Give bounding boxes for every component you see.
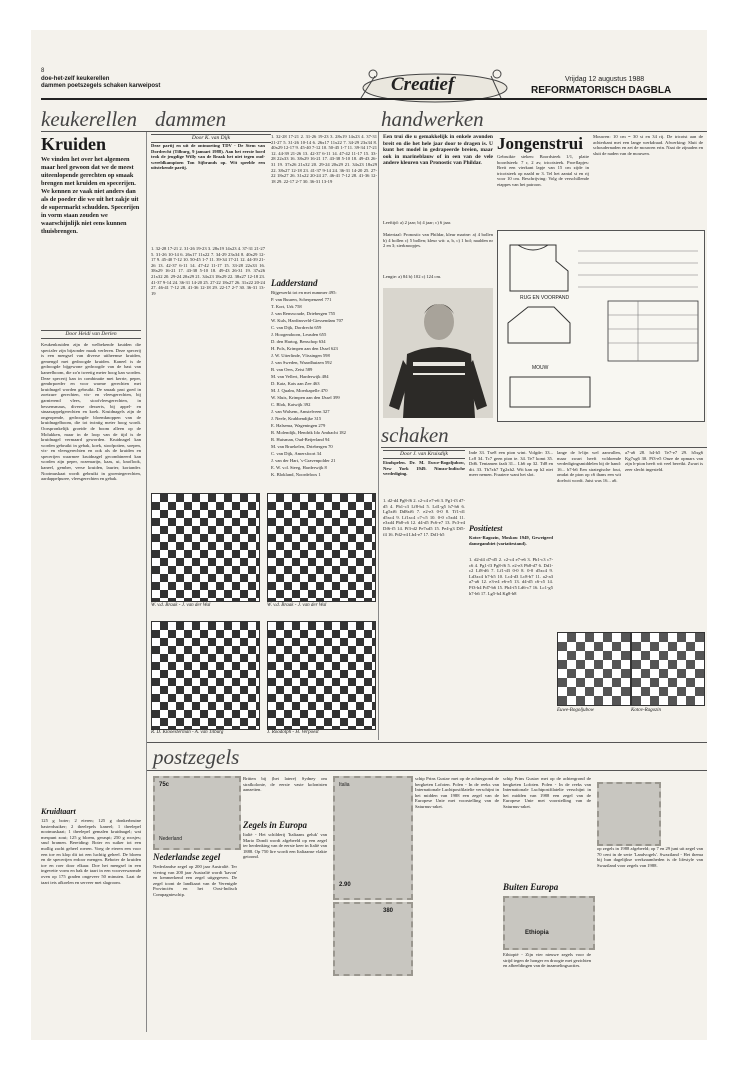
schaken-moves-2: Inde 33. Txe8 een pion wint. Volgde: 33... Lc8 34. Tc7 geen pion te. 34. Te7 komt 35. Dd6. Tentamen faalt 31... Lb6 op 32. Td8 en dit. 33. Tb7xb7 Tg2xh2. Wit kan op h2 niet meer nemen. Fraaiere want het slot. [469, 450, 553, 478]
kruiden-title: Kruiden [41, 134, 107, 154]
newspaper-name: REFORMATORISCH DAGBLA [531, 85, 672, 96]
ladder-entry: J. van Walsem, Amstelveen 327 [271, 409, 330, 414]
stamp-value-2: 2.90 [339, 882, 351, 888]
diagram-caption-4: J. Roodolph - H. Verpoest [267, 730, 319, 735]
ladder-entry: J. Neele, Krabbendijke 315 [271, 416, 322, 421]
dammen-moves: 1. 32-28 17-21 2. 31-26 19-23 3. 28x19 14x23 4. 37-31 21-27 5. 31-26 10-14 6. 26x17 11x22 7. 34-29 23x34 8. 40x29 12-17 9. 45-40 7-12 10. 50-45 1-7 11. 39-34 17-21 12. 44-39 21-26 13. 42-37 6-11 14. 47-42 11-17 15. 33-28 22x33 16. 38x29 16-21 17. 43-38 5-10 18. 49-43 26-31 19. 37x26 21x32 20. 29-24 20x29 21. 34x23 18x29 22. 38x27 12-18 23. 41-37 9-14 24. 36-31 14-20 25. 27-22 18x27 26. 31x22 20-24 27. 46-41 7-12 28. 41-36 12-18 29. 22-17 2-7 30. 36-31 13-19 [151, 246, 265, 296]
ladder-entry: T. Kort, Urk 758 [271, 304, 302, 309]
chess-diagram-2 [631, 632, 705, 706]
schaken-byline: Door J. van Kruisdijk [383, 450, 465, 459]
kruiden-byline: Door Heidi van Derlen [41, 330, 141, 339]
ladder-entry: J. Hoogendoorn, Leusden 655 [271, 332, 327, 337]
schaken-moves-1: 1. d2-d4 Pg8-f6 2. c2-c4 e7-e6 3. Pg1-f3 d7-d5 4. Pb1-c3 Lf8-b4 5. Ld1-g5 h7-h6 6. Lg5xf6 Dd8xf6 7. e2-e3 0-0 8. Tf1-d1 d5xc4 9. Lf1xc4 c7-c5 10. 0-0 c5xd4 11. e3xd4 Pb8-c6 12. d4-d5 Pc6-e7 13. Pc3-e4 Df6-f5 14. Pf3-d2 Pe7xd5 15. Pe4-g3 Df5-f4 16. Pd2-e4 Lb4-e7 17. Dd1-h5 [383, 498, 465, 537]
stamp-italia [333, 776, 413, 900]
diagram-caption-1: W. v.d. Braak - J. van der Wal [151, 603, 211, 608]
section-postzegels: postzegels [153, 745, 240, 769]
dammen-byline: Door K. van Dijk [151, 134, 271, 143]
ladder-entry: B. van Oers, Zeist 589 [271, 367, 313, 372]
ladder-entry: C. van Dijk, Dordrecht 659 [271, 325, 322, 330]
draughts-diagram-2 [267, 493, 376, 602]
positietest-lead: Kotov-Ragozin, Moskou 1949, Geweigerd damegambiet (variatiestand). [469, 535, 553, 546]
ladder-entry: W. Kuls, Hardinxveld-Giessendam 707 [271, 318, 344, 323]
newspaper-page [31, 30, 707, 1040]
page-number: 8 [41, 68, 45, 74]
kruiden-lead: We vinden het over het algemeen maar heel gewoon dat we de meest uiteenlopende gerechten op smaak brengen met kruiden en specerijen. We kennen ze vaak niet anders dan als de poeder die we uit het zakje uit de supermarkt schudden. Specerijen in vorm staan zouden we waarschijnlijk niet eens kunnen thuisbrengen. [41, 156, 140, 235]
stamp-value-1: 75c [159, 782, 170, 788]
nederlandse-zegel-title: Nederlandse zegel [153, 852, 221, 862]
boy-sweater-photo [383, 288, 493, 418]
ladder-entry: J. van der Hart, 's-Gravenpolder 21 [271, 458, 336, 463]
trui-intro: Een trui die u gemakkelijk in enkele avonden breit en die het hele jaar door te dragen is. U kunt het model in gedrapeerde breien, maar ook in marineblauw of in een van de vele andere kleuren van Pronostic van Phildar. [383, 134, 493, 167]
schaken-moves-3: lange de h-lijn wel aanvallen, maar zwart heeft voldoende verdedigingsmiddelen bij de hand: 16... b7-b6 Een strategische fout, omdat de pion op c6 thans een wit doelwit wordt. Juist was 16... a6. [557, 450, 621, 483]
stamp-value-3: 380 [383, 908, 394, 914]
column-divider [146, 132, 147, 1032]
postzegels-rule [147, 770, 707, 771]
ladder-title: Ladderstand [271, 278, 318, 288]
buiten-europa-title: Buiten Europa [503, 882, 559, 892]
section-keukerellen: keukerellen [41, 107, 137, 131]
ladder-entry: W. Sluis, Krimpen aan den IJssel 399 [271, 395, 340, 400]
postzegels-col1: Nederlandse zegel op 200 jaar Australië. Ter viering van 200 jaar Australië wordt 'kavon' en kenmerkend een zegel uitgegeven. De zegel toont de landkaart van de Verenigde Provinciën en het Oost-Indisch Compagnieschip. [153, 864, 237, 897]
stamp-nederland [153, 776, 241, 850]
stamp-country-1: Nederland [159, 836, 183, 842]
postzegels-rule-top [147, 742, 707, 743]
diagram-caption-3: R. D. Klooesterman - A. van Tilburg [151, 730, 224, 735]
schema-label-body: RUG EN VOORPAND [520, 295, 570, 301]
creatief-logo [351, 66, 519, 106]
ladder-entry: D. den Hartog, Benschop 634 [271, 339, 326, 344]
schaken-moves-4: a7-a6 28. h4-h5 Te7-e7 29. h5xg6 Kg7xg6 30. Pf3-e5 Onze de opmars van zijn h-pion heeft wit veel bereikt. Zwart is zeer slecht ingesteld. [625, 450, 703, 472]
ladder-entry: H. Pols, Krimpen aan den IJssel 623 [271, 346, 338, 351]
ladder-entry: E. W. v.d. Steeg, Harderwijk 8 [271, 465, 327, 470]
postzegels-col3b: Ethiopië - Zijn vier nieuwe zegels voor de strijd tegen de honger en droogte met gezichten en afbeeldingen van de inzamelingsacties. [503, 952, 591, 969]
ladder-entry: J. van Renswoude, Driebergen 755 [271, 311, 336, 316]
section-dammen: dammen [155, 107, 227, 131]
ladder-entry: M. van Bruekelen, Driebergen 70 [271, 444, 333, 449]
kruidtaart-title: Kruidtaart [41, 807, 76, 816]
section-rule [41, 131, 707, 132]
ladder-entry: C. van Dijk, Amersfoort 34 [271, 451, 322, 456]
draughts-diagram-1 [151, 493, 260, 602]
stamp-bird [597, 782, 661, 846]
stamp-country-3: Ethiopia [525, 930, 549, 936]
logo-text: Creatief [391, 74, 455, 95]
positietest-moves: 1. d2-d4 d7-d5 2. c2-c4 e7-e6 3. Pb1-c3 c7-c6 4. Pg1-f3 Pg8-f6 5. e2-e3 Pb8-d7 6. Dd1-c2 Lf8-d6 7. Lf1-d3 0-0 8. 0-0 d5xc4 9. Ld3xc4 b7-b5 10. Lc4-d3 Lc8-b7 11. a2-a3 a7-a6 12. e3-e4 e6-e5 13. d4-d5 c6-c5 14. Pf3-h4 Pd7-b6 15. Ph4-f5 Ld6-c7 16. Lc1-g5 h7-h6 17. Lg5-h4 Kg8-h8 [469, 557, 553, 596]
kruiden-body: Keukenkruiden zijn de welbekende kruiden die specialer zijn bijzonder maak verleren. Deze specerij is een mengsel van diverse uitheemse kruiden, gemengd met gedroogde kruiden. Kaneel is de gedroogde bijgewone gedroogde van de bast van kaneelboom, die zo'n tweetig meter hoog kan worden. Deze specerij kan in combinatie met kerrie, peper, gembrpoeder en voor warme gerechten met kruidnagel worden gebruikt. De smaak past goed in zoetzure gerechten, vis- en vleesgerechten, bij garnierend vlees, stoofvleesgerechten, in bessensmaus, diverse desserts, bij appel- en sinaasappelgerechten en koek. Kruidnagels zijn de ongeopende, gedroogde bloemknoppen van de kruidnagelboom, die tot twintig meter hoog wordt. Oorspronkelijk groeide de boom alleen op de Molukken, maar in de loop van de tijd is de kruidnagel vermaard geworden. Kruidnagel kan worden gebruikt in gebak, koek, stoofpotten, soepen, vis- en vleesgerechten en ook als de kruiden en specerijen waarmee kruidnagel gecombineerd kan worden zijn peper, rozemarijn, kaas, ui, knoflook, kaneel, gember, verse kruiden, laurier, koriander. Nootmuskaat wordt gebruikt in groentegerechten, aardappelpuree, vleesgerechten en gebak. [41, 342, 141, 482]
ladder-entry: R. Huisman, Oud-Beijerland 94 [271, 437, 330, 442]
ladder-entry: M. van Vellert, Harderwijk 484 [271, 374, 329, 379]
postzegels-col3: schip Prins Gustav met op de achtergrond de bergketen Lofoten. Polen - In de reeks van Internationale Luchtpostfilatelie verschijnt in het midden van 1988 een zegel van de Europese Unie met voorstelling van de Saturnus-raket. [415, 776, 499, 809]
schaken-lead: Eindspelen. Dr. M. Euwe-Bogoljubow, New York 1949. Nimzo-Indische verdediging. [383, 460, 465, 477]
stamp-rocket [333, 902, 413, 976]
ladder-lead: Bijgewerkt tot en met nummer 495: [271, 290, 337, 295]
header-line-1: doe-het-zelf keukerellen [41, 76, 110, 82]
stamp-country-2: Italia [339, 782, 350, 788]
column-divider [378, 132, 379, 740]
chess-caption-1: Euwe-Bogoljubow [557, 708, 594, 713]
ladder-entry: E. Halsema, Wageningen 279 [271, 423, 326, 428]
trui-materiaal: Materiaal: Pronostic van Phildar, kleur marine: a) 4 bollen b) 4 bollen c) 5 bollen; kleur wit: a, b, c) 1 bol; naalden nr 2 en 3; sierknoopjes. [383, 232, 493, 249]
positietest-title: Positietest [469, 524, 503, 533]
kruidtaart-recipe: 125 g boter; 2 eieren; 125 g donkerbruine basterdsuiker; 2 theelepels kaneel; 1 theelepel nootmuskaat; 1 theelepel gemalen kruidnagel; wat mespunt zout; 125 g bloem, geraspt; 250 g roosjes; snuf bramen. Bereiding: Boter en suiker tot een mollig zacht geheel roeren. Voeg de eieren een voor een toe en klop dit tot een luchtig geheel. De bloem en de specerijen erdoor mengen. Beboter de kruiden toe en roer door elkaar. Doe het mengsel in een ingevette vorm en bak de taart in een voorverwarmde oven op 175 graden ongeveer 50 minuten. Laat de taart iets afkoelen en serveer met slagroom. [41, 818, 141, 885]
draughts-diagram-3 [151, 621, 260, 730]
issue-date: Vrijdag 12 augustus 1988 [565, 76, 645, 83]
stamp-ethiopia [503, 896, 595, 950]
diagram-caption-2: W. v.d. Braak - J. van der Wal [267, 603, 327, 608]
postzegels-col2b: Italië - Het schilderij 'Italiaans geluk' van Mario Dondi wordt afgebeeld op een zegel ter herdenking van de eerste keer in Italië van 1888. Op 750 lire wordt een Italiaanse vlakte getoond. [243, 832, 327, 860]
dammen-moves-cont: 1. 32-28 17-21 2. 31-26 19-23 3. 28x19 14x23 4. 37-31 21-27 5. 31-26 10-14 6. 26x17 11x22 7. 34-29 23x34 8. 40x29 12-17 9. 45-40 7-12 10. 50-45 1-7 11. 39-34 17-21 12. 44-39 21-26 13. 42-37 6-11 14. 47-42 11-17 15. 33-28 22x33 16. 38x29 16-21 17. 43-38 5-10 18. 49-43 26-31 19. 37x26 21x32 20. 29-24 20x29 21. 34x23 18x29 22. 38x27 12-18 23. 41-37 9-14 24. 36-31 14-20 25. 27-22 18x27 26. 31x22 20-24 27. 46-41 7-12 28. 41-36 12-18 29. 22-17 2-7 30. 36-31 13-19 [271, 134, 377, 184]
ladder-entry: R. Molendijk, Hendrik Ido Ambacht 182 [271, 430, 346, 435]
schema-label-sleeve: MOUW [532, 365, 549, 371]
chess-diagram-1 [557, 632, 631, 706]
postzegels-col4: op zegels in 1988 afgebeeld; op 7 en 29 juni uit zegel van 70 cent in de serie 'Landvogels'. Swaziland - Het thema bij hun dagelijkse werkzaamheden is de lifestyle van Swaziland voor zegels van 1988. [597, 846, 703, 868]
ladder-entry: M. J. Qualm, Moerkapelle 470 [271, 388, 328, 393]
header-rule [41, 98, 707, 100]
ladder-entry: J. van Sweden, Waardhuizen 592 [271, 360, 332, 365]
section-handwerken: handwerken [381, 107, 484, 131]
draughts-diagram-4 [267, 621, 376, 730]
knitting-schema [497, 230, 705, 422]
schaken-rule [381, 447, 707, 448]
header-line-2: dammen poetszegels schaken karweipost [41, 83, 161, 89]
postzegels-col3-cont: schip Prins Gustav met op de achtergrond de bergketen Lofoten. Polen - In de reeks van Internationale Luchtpostfilatelie verschijnt in het midden van 1988 een zegel van de Europese Unie met voorstelling van de Saturnus-raket. [503, 776, 591, 809]
trui-mouwen: Mouwen: 10 cm = 30 st en 34 rij. De tricotst aan de achterkant met een lange werkdraad. Afwerking: Sluit de schoudernaden en zet de mouwen erin. Naai de zijnaden en sluit de naden van de mouwen. [593, 134, 703, 156]
section-schaken: schaken [381, 423, 449, 447]
zegels-europa-title: Zegels in Europa [243, 820, 308, 830]
ladder-entry: C. Blok, Katwijk 392 [271, 402, 311, 407]
ladder-entry: K. Blokland, Noordeloos 1 [271, 472, 321, 477]
trui-lengte: Lengte: a) 84 b) 102 c) 124 cm. [383, 274, 442, 279]
postzegels-col2: Britten bij (het latere) Sydney om strafkolonie, de eerste vaste kolonisten aanzetten. [243, 776, 327, 793]
jongenstrui-title: Jongenstrui [497, 134, 583, 153]
ladder-entry: J. W. Uiterlinde, Vlissingen 598 [271, 353, 330, 358]
ladder-entry: D. Katz, Kats aan Zee 463 [271, 381, 320, 386]
trui-instructions: Gebruikte steken: Boordsteek 1/1, platte boordsteek: 7 r, 2 av, tricotsteek. Proeflapjes: Breit een vierkant lapje van 15 cm zijde in tricotsteek op naald nr 3. Tel het aantal st en rij voor 10 cm. Beschrijving: Volg de verschillende etappes van het patroon. [497, 154, 589, 187]
dammen-intro: Deze partij en uit de ontmoeting TDV - De Stem van Dordrecht (Tilburg, 9 januari 1988). Aan het eerste bord trok de jeugdige Willy van de Braak het niet tegen oud-wereldkampioen Ton Sijbrands op. Wit speelde een uitstekende partij. [151, 143, 265, 171]
ladder-list [271, 297, 377, 479]
chess-caption-2: Kotov-Ragozin [631, 708, 661, 713]
ladder-entry: P. van Buuren, Scherpenzeel 771 [271, 297, 332, 302]
trui-leeftijd: Leeftijd: a) 2 jaar; b) 4 jaar; c) 6 jaar. [383, 220, 452, 225]
